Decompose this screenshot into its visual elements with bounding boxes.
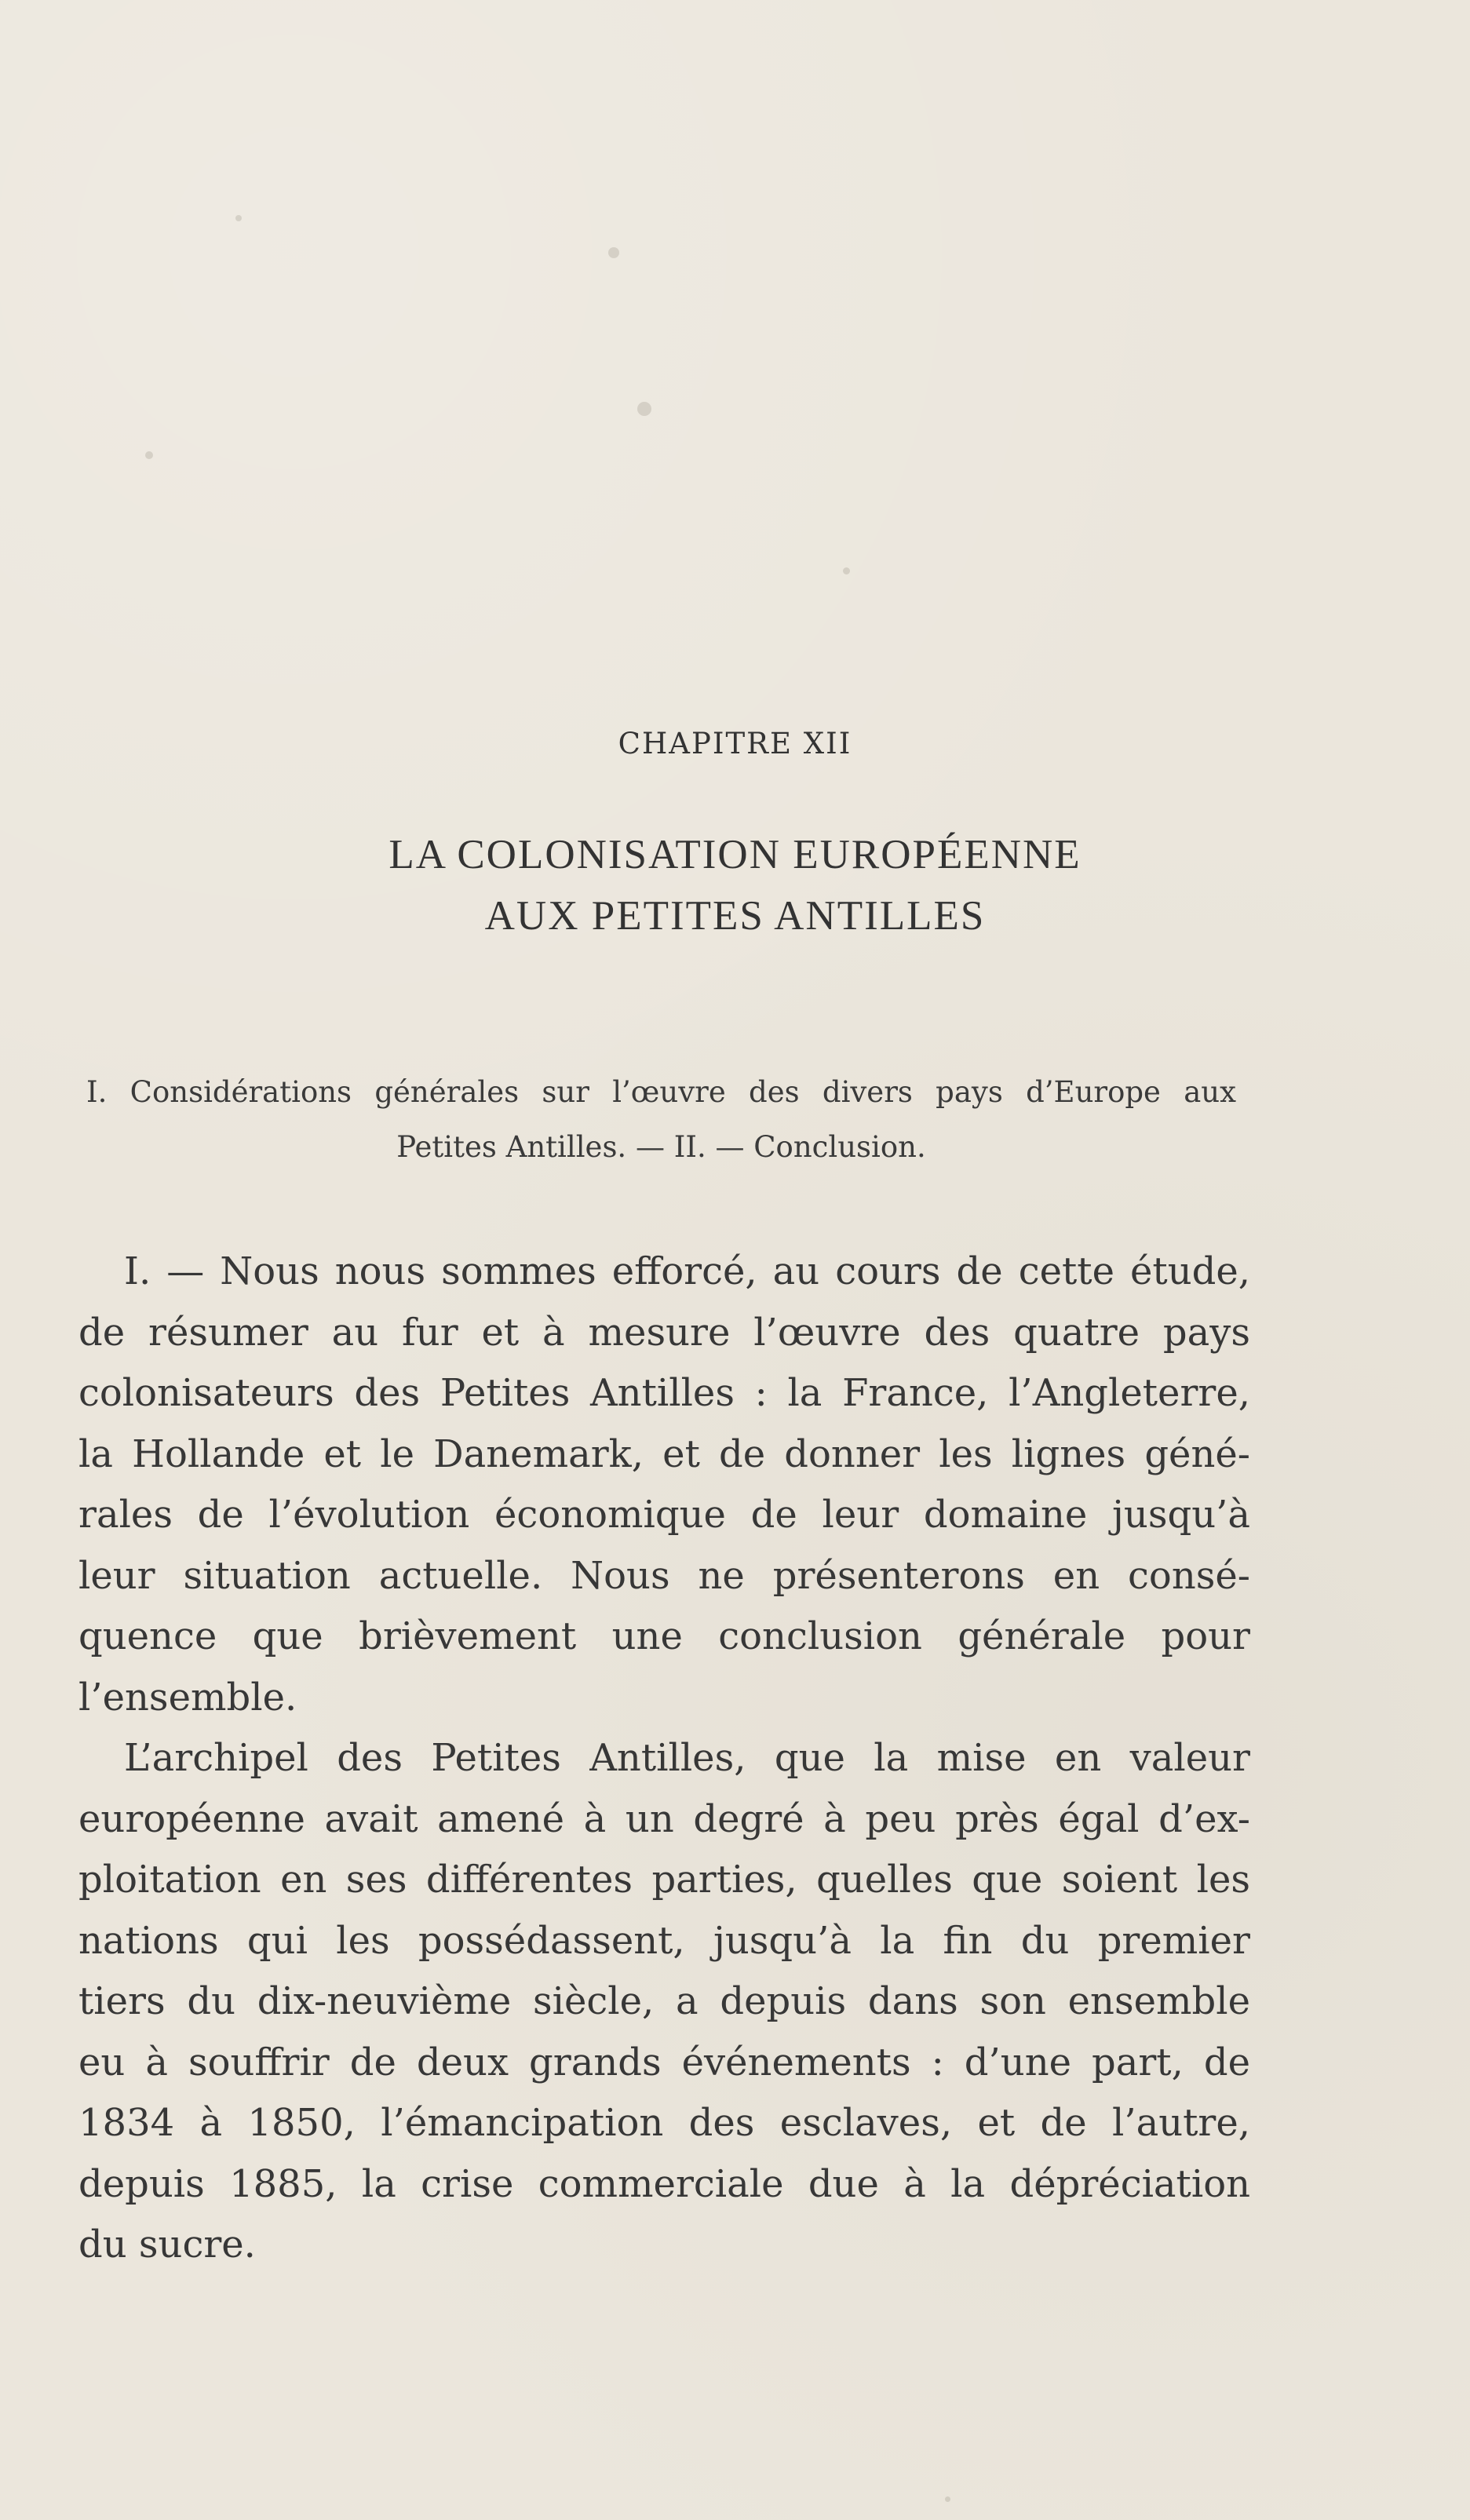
body-line: 1834 à 1850, l’émancipation des esclaves, et de l’autre, [78,2101,1250,2145]
body-line: depuis 1885, la crise commerciale due à la dépréciation [78,2161,1250,2206]
body-line: quence que brièvement une conclusion générale pour [78,1614,1250,1658]
body-line: tiers du dix-neuvième siècle, a depuis dans son ensemble [78,1979,1250,2023]
body-line: rales de l’évolution économique de leur domaine jusqu’à [78,1493,1250,1537]
paper-speck [235,215,242,221]
chapter-summary [86,1065,1236,1175]
paper-speck [945,2496,950,2502]
body-line: nations qui les possédassent, jusqu’à la fin du premier [78,1918,1250,1963]
summary-line-1: I. Considérations générales sur l’œuvre des divers pays d’Europe aux [86,1075,1236,1109]
paper-speck [637,402,651,416]
paper-speck [608,247,619,258]
body-line: leur situation actuelle. Nous ne présenterons en consé- [78,1553,1250,1598]
body-line: européenne avait amené à un degré à peu près égal d’ex- [78,1796,1250,1841]
body-line: ploitation en ses différentes parties, quelles que soient les [78,1858,1250,1902]
body-line: de résumer au fur et à mesure l’œuvre des quatre pays [78,1310,1250,1355]
body-line: l’ensemble. [78,1675,297,1720]
body-line: du sucre. [78,2223,256,2267]
body-line: eu à souffrir de deux grands événements : d’une part, de [78,2040,1250,2084]
title-line-2: AUX PETITES ANTILLES [484,893,986,939]
body-line: L’archipel des Petites Antilles, que la mise en valeur [124,1736,1250,1780]
body-line: colonisateurs des Petites Antilles : la France, l’Angleterre, [78,1371,1250,1415]
title-line-1: LA COLONISATION EUROPÉENNE [388,832,1082,877]
body-line: la Hollande et le Danemark, et de donner les lignes géné- [78,1431,1250,1476]
body-line: I. — Nous nous sommes efforcé, au cours de cette étude, [124,1249,1250,1293]
paper-speck [145,451,153,459]
chapter-label: CHAPITRE XII [618,727,852,760]
chapter-title [0,824,1470,946]
body-text [78,1242,1250,2276]
paper-speck [843,567,850,574]
summary-line-2: Petites Antilles. — II. — Conclusion. [396,1130,926,1164]
paragraph-1 [78,1242,1250,1728]
paragraph-2 [78,1728,1250,2276]
